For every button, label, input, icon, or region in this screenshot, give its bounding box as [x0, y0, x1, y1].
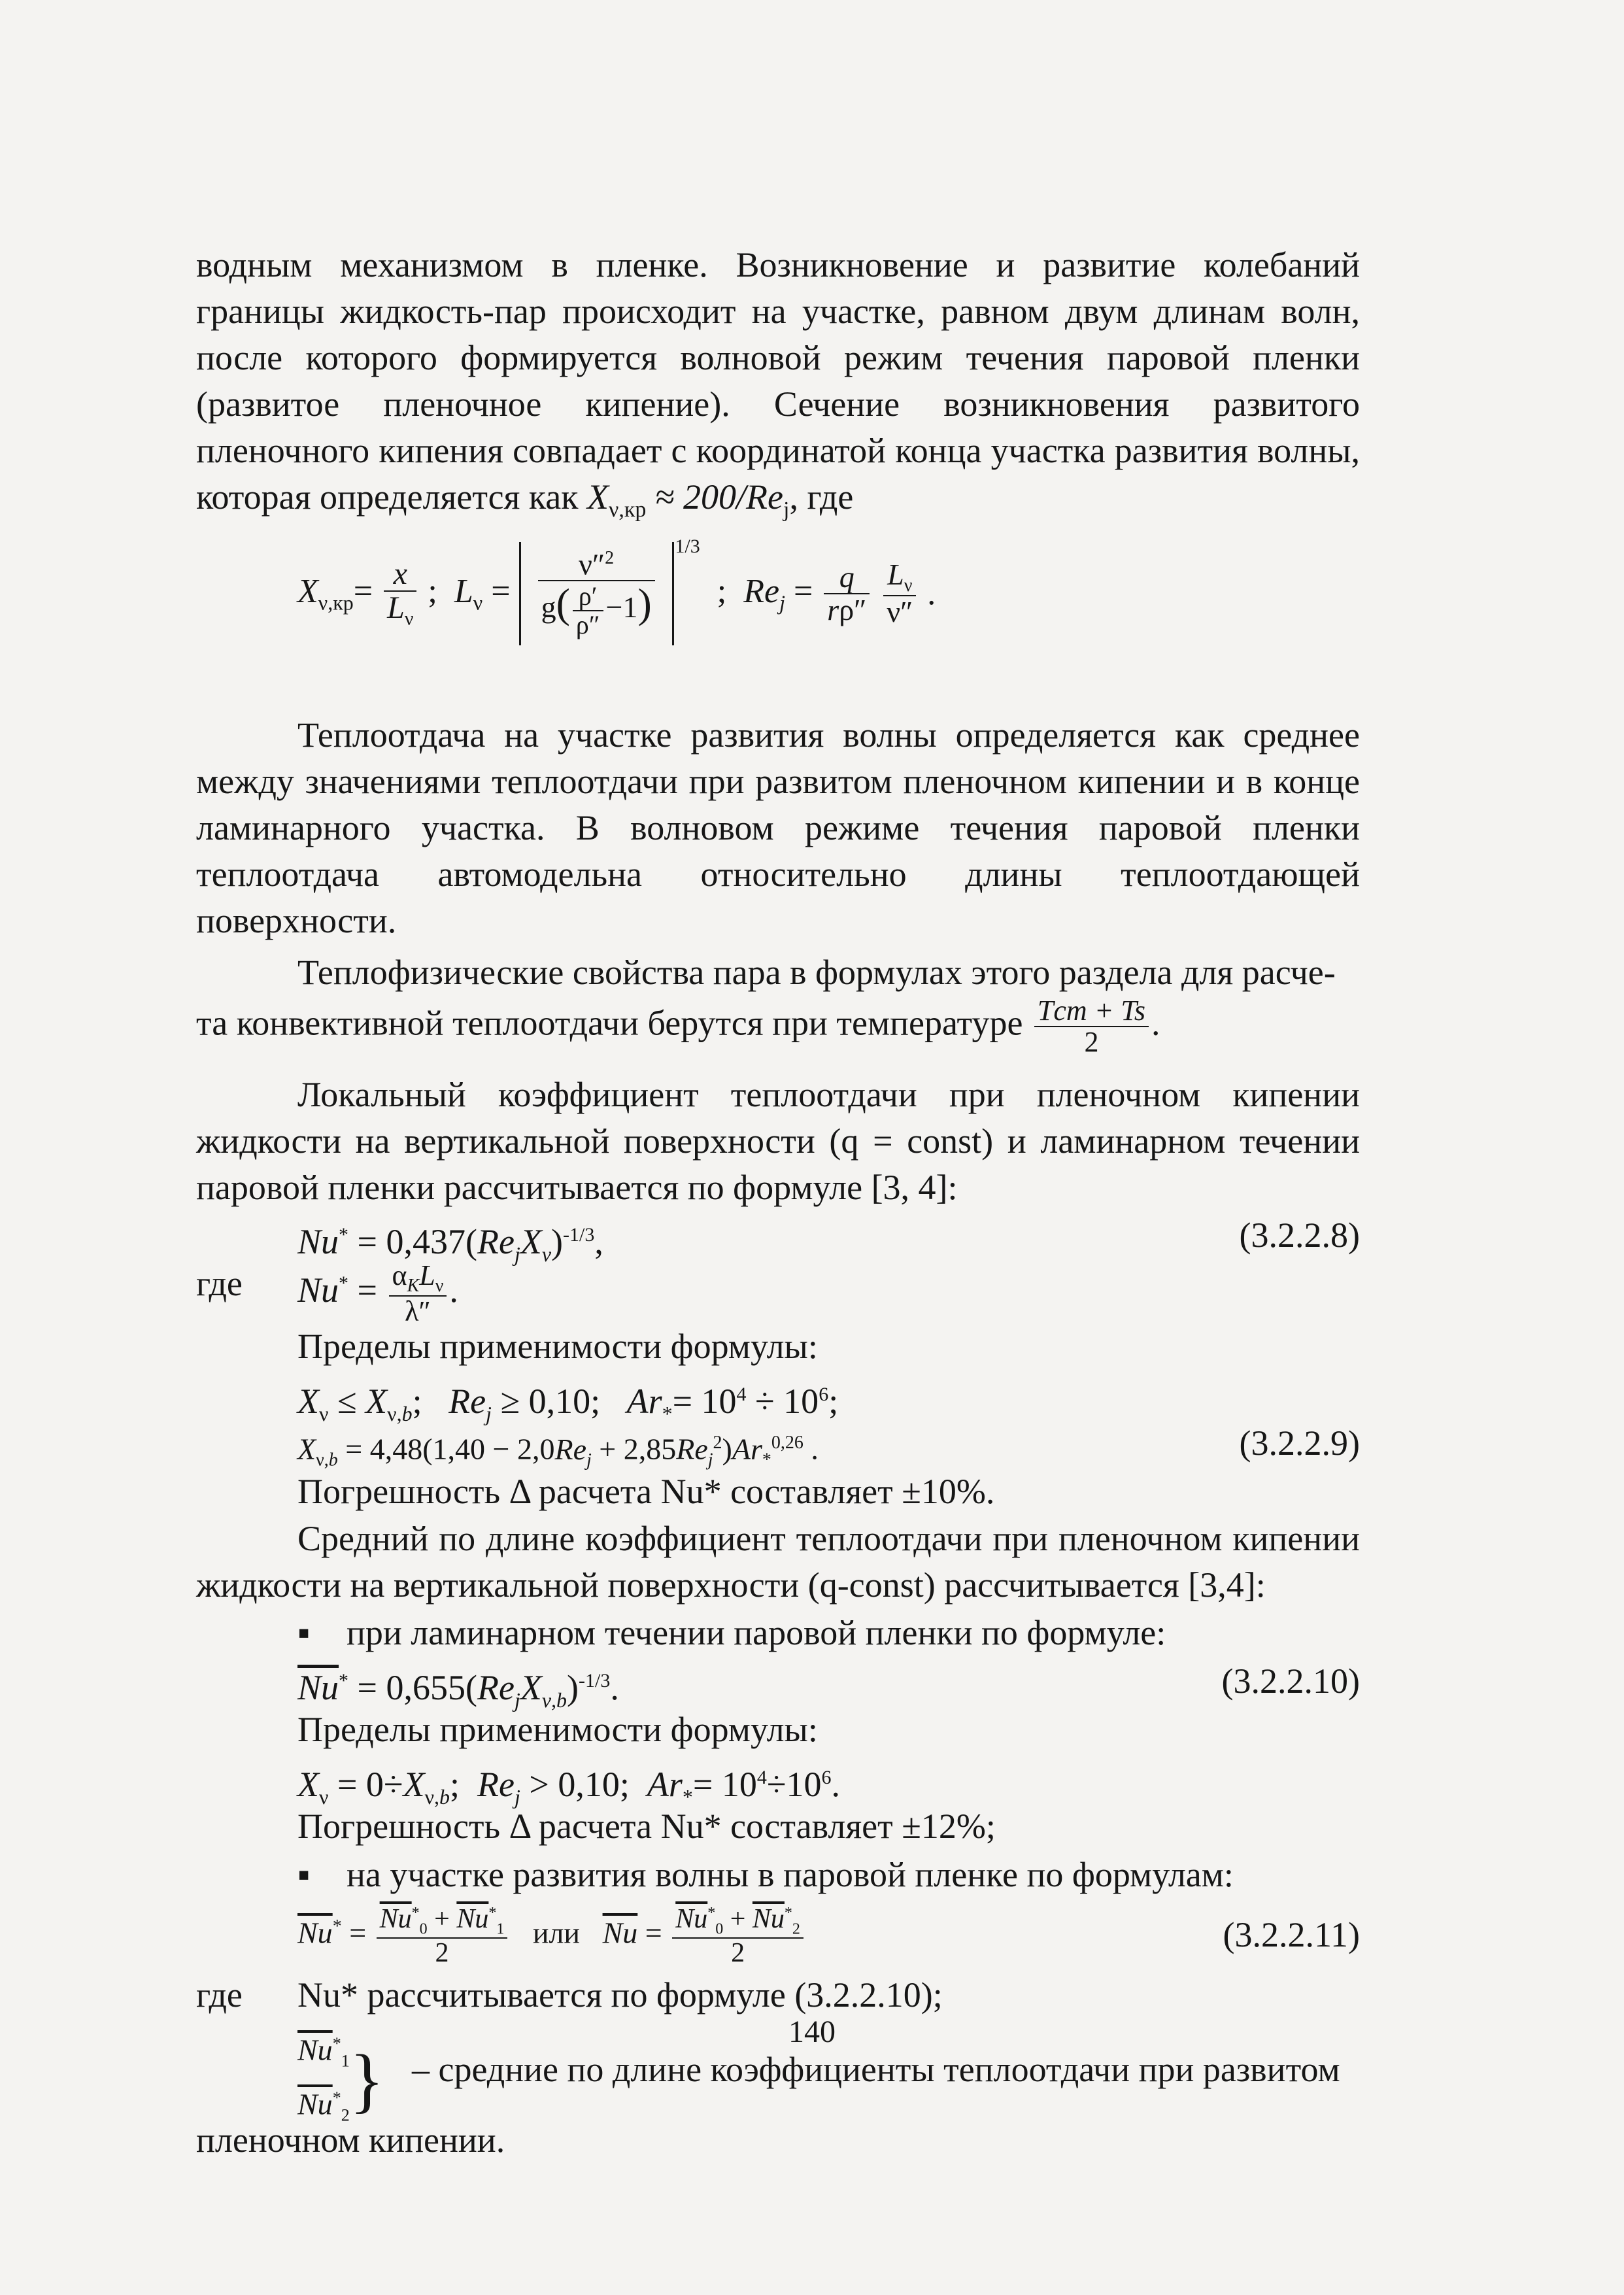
- paragraph-2: Теплоотдача на участке развития волны определяется как среднее между значениями теплоотдачи при развитом пленочном кипении и в конце ламинарного участка. В волновом режиме течения паровой пленки теплоотдача автомодельна относительно длины теплоотдающей поверхности.: [196, 715, 1360, 940]
- equation-number: (3.2.2.10): [1221, 1661, 1360, 1701]
- paragraph-5: Средний по длине коэффициент теплоотдачи при пленочном кипении жидкости на вертикальной поверхности (q-const) рассчитывается [3,4]:: [196, 1519, 1360, 1605]
- paragraph-3-line-2: та конвективной теплоотдачи берутся при температуре $\frac{\text{Tст + Ts}}{2}$ .: [196, 994, 1160, 1058]
- equation-3-2-2-9: $X_{\nu,b} = 4,48(1,40 - 2,0Re_j + 2,85Re_j^2)Ar_*^{0,26}$ . (3.2.2.9): [196, 1419, 1360, 1467]
- where-8: где Nu* = $\frac{\alpha_KL_\nu}{\lambda''}$ .: [196, 1259, 458, 1328]
- bullet-1: ▪ при ламинарном течении паровой пленки по формуле:: [297, 1613, 1166, 1653]
- equation-3-2-2-11: $\overline{Nu}^*$ = $\frac{\overline{Nu}^*_0 + \overline{Nu}^*_1}{2}$ или $\overline{Nu}$ = $\frac{\overline{Nu}^*_0 + \overline{Nu}^*_2}{2}$ (3.2.2.11): [297, 1903, 1360, 1969]
- bullet-2: ▪ на участке развития волны в паровой пленке по формулам:: [297, 1855, 1234, 1895]
- xkr-inline-formula: $X_{\nu,кр} \approx 200/Re_j$: [587, 477, 790, 522]
- last-line: пленочном кипении.: [196, 2120, 505, 2160]
- page-number: 140: [788, 2014, 836, 2049]
- where-4: $\overline{Nu}^*_1$ $\overline{Nu}^*_2$} – средние по длине коэффициенты теплоотдачи при развитом: [297, 2033, 1340, 2125]
- document-page: [196, 242, 1360, 2164]
- paragraph-1: водным механизмом в пленке. Возникновение и развитие колебаний границы жидкость-пар происходит на участке, равном двум длинам волн, после которого формируется волновой режим течения паровой пленки (развитое пленочное кипение). Сечение возникновения развитого пленочного кипения совпадает с координатой конца участка развития волны, которая определяется как $X_{\nu,кр} \approx 200/Re_j$, где: [196, 245, 1360, 522]
- definitions-formula: $X_{\nu,кр}=$ $\frac{x}{L_\nu}$ ; $L_\nu$ = ν″$^2$ g( $\frac{\rho'}{\rho''}$ −1) 1/3 ; $Re_j$ = $\frac{q}{r\rho''}$ $\frac{L_\nu}{\nu''}$ .: [196, 542, 1360, 712]
- temperature-fraction: $\frac{\text{Tст + Ts}}{2}$: [1034, 996, 1149, 1057]
- equation-number: (3.2.2.9): [1239, 1423, 1360, 1463]
- paragraph-4: Локальный коэффициент теплоотдачи при пленочном кипении жидкости на вертикальной поверхности (q = const) и ламинарном течении паровой пленки рассчитывается по формуле [3, 4]:: [196, 1075, 1360, 1208]
- limits-1-title: Пределы применимости формулы:: [297, 1327, 818, 1367]
- equation-3-2-2-8: $Nu^* = 0,437(Re_jX_\nu)^{-1/3}$, (3.2.2.8): [196, 1211, 1360, 1259]
- equation-number: (3.2.2.11): [1223, 1915, 1360, 1955]
- paragraph-1-text: водным механизмом в пленке. Возникновение и развитие колебаний границы жидкость-пар происходит на участке, равном двум длинам волн, после которого формируется волновой режим течения паровой пленки (развитое пленочное кипение). Сечение возникновения развитого пленочного кипения совпадает с координатой конца участка развития волны, которая определяется как: [196, 245, 1360, 517]
- error-2: Погрешность Δ расчета Nu* составляет ±12%;: [297, 1807, 996, 1846]
- equation-number: (3.2.2.8): [1239, 1216, 1360, 1255]
- where-3: где Nu* рассчитывается по формуле (3.2.2.10);: [196, 1975, 943, 2015]
- limits-2-title: Пределы применимости формулы:: [297, 1710, 818, 1750]
- limits-1: $X_\nu \le X_{\nu,b}$; $Re_j \ge 0,10$; $Ar_*= 10^4 \div 10^6$;: [297, 1382, 839, 1425]
- equation-3-2-2-10: $\overline{Nu}^* = 0,655(Re_jX_{\nu,b})^{-1/3}$. (3.2.2.10): [196, 1657, 1360, 1705]
- limits-2: $X_\nu = 0\div X_{\nu,b}$; $Re_j > 0,10$; $Ar_*= 10^4\div 10^6$.: [297, 1765, 840, 1809]
- error-1: Погрешность Δ расчета Nu* составляет ±10%.: [297, 1472, 995, 1512]
- paragraph-3-line-1: Теплофизические свойства пара в формулах этого раздела для расче-: [297, 952, 1336, 992]
